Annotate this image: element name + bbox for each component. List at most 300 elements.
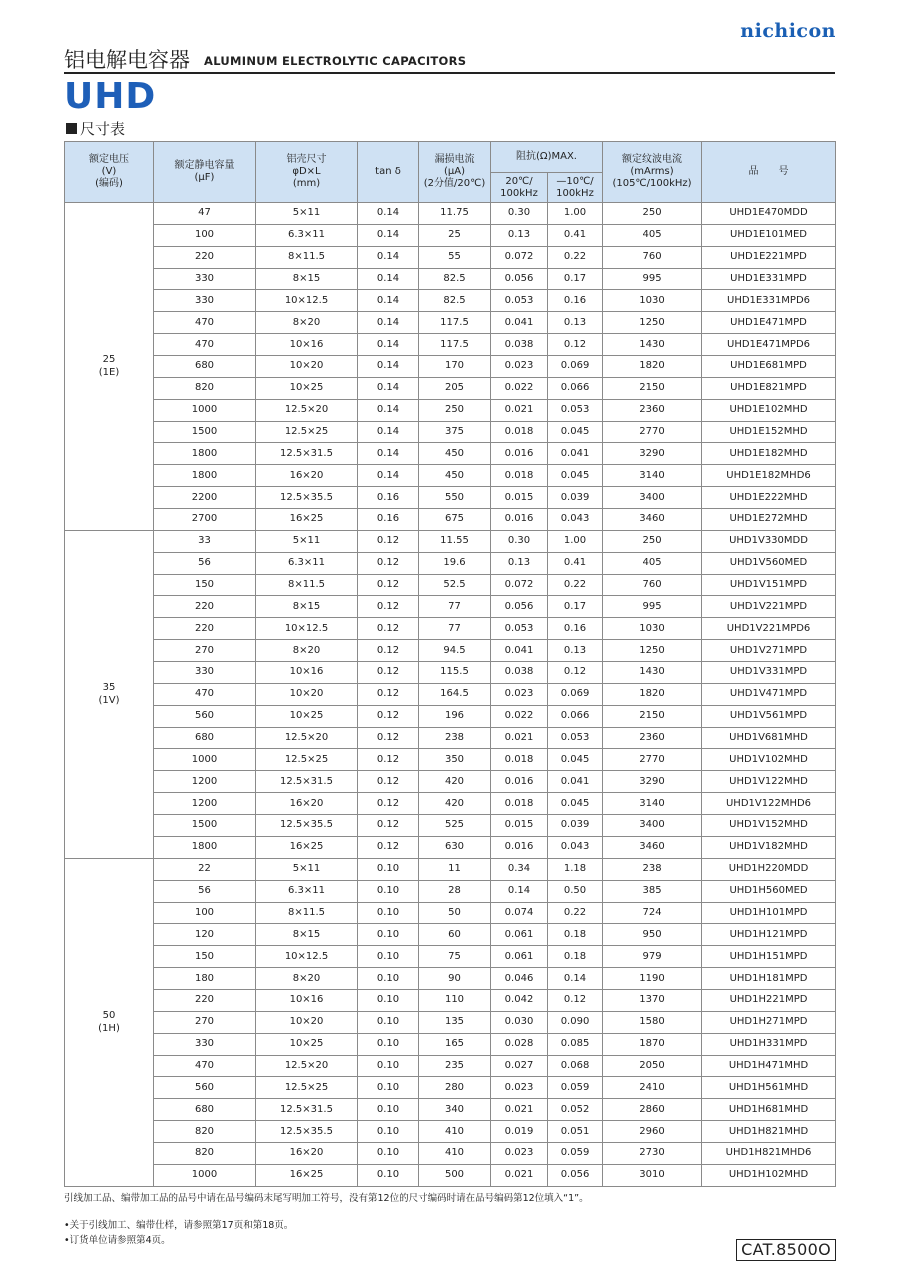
table-row	[65, 356, 836, 378]
tan-delta-cell: 0.10	[358, 1164, 419, 1186]
table-row	[65, 224, 836, 246]
leakage-cell: 110	[419, 989, 491, 1011]
impedance-20c-cell: 0.023	[491, 1077, 548, 1099]
table-row	[65, 487, 836, 509]
impedance-20c-cell: 0.027	[491, 1055, 548, 1077]
impedance-20c-cell: 0.023	[491, 683, 548, 705]
leakage-cell: 82.5	[419, 290, 491, 312]
table-body	[65, 203, 836, 1187]
part-number-cell: UHD1V330MDD	[702, 530, 836, 552]
case-size-cell: 8×11.5	[256, 574, 358, 596]
capacitance-cell: 220	[154, 618, 256, 640]
case-size-cell: 12.5×20	[256, 1055, 358, 1077]
case-size-cell: 16×20	[256, 1142, 358, 1164]
impedance-20c-cell: 0.13	[491, 552, 548, 574]
capacitance-cell: 100	[154, 902, 256, 924]
table-row	[65, 705, 836, 727]
header-part-number: 品 号	[702, 142, 836, 203]
tan-delta-cell: 0.14	[358, 421, 419, 443]
capacitance-cell: 1200	[154, 793, 256, 815]
case-size-cell: 12.5×35.5	[256, 487, 358, 509]
impedance-minus10c-cell: 0.17	[548, 268, 603, 290]
table-row	[65, 1121, 836, 1143]
tan-delta-cell: 0.12	[358, 596, 419, 618]
leakage-cell: 77	[419, 618, 491, 640]
notes-list	[64, 1218, 293, 1248]
part-number-cell: UHD1V471MPD	[702, 683, 836, 705]
impedance-minus10c-cell: 0.41	[548, 224, 603, 246]
impedance-minus10c-cell: 1.18	[548, 858, 603, 880]
ripple-cell: 2770	[603, 421, 702, 443]
case-size-cell: 8×15	[256, 596, 358, 618]
impedance-minus10c-cell: 0.18	[548, 946, 603, 968]
impedance-minus10c-cell: 0.12	[548, 662, 603, 684]
leakage-cell: 117.5	[419, 334, 491, 356]
case-size-cell: 12.5×31.5	[256, 771, 358, 793]
tan-delta-cell: 0.12	[358, 705, 419, 727]
capacitance-cell: 180	[154, 968, 256, 990]
impedance-20c-cell: 0.061	[491, 924, 548, 946]
header-ripple: 额定纹波电流 (mArms) (105℃/100kHz)	[603, 142, 702, 203]
leakage-cell: 90	[419, 968, 491, 990]
capacitance-cell: 56	[154, 552, 256, 574]
header-impedance-minus10c: —10℃/ 100kHz	[548, 173, 603, 203]
part-number-cell: UHD1E272MHD	[702, 509, 836, 531]
case-size-cell: 5×11	[256, 530, 358, 552]
impedance-20c-cell: 0.030	[491, 1011, 548, 1033]
impedance-minus10c-cell: 0.045	[548, 749, 603, 771]
table-row	[65, 399, 836, 421]
impedance-20c-cell: 0.018	[491, 749, 548, 771]
impedance-20c-cell: 0.016	[491, 771, 548, 793]
tan-delta-cell: 0.12	[358, 640, 419, 662]
impedance-20c-cell: 0.038	[491, 662, 548, 684]
leakage-cell: 50	[419, 902, 491, 924]
capacitance-cell: 680	[154, 1099, 256, 1121]
brand-logo: nichicon	[740, 20, 836, 42]
part-number-cell: UHD1E102MHD	[702, 399, 836, 421]
ripple-cell: 3140	[603, 793, 702, 815]
leakage-cell: 280	[419, 1077, 491, 1099]
capacitance-cell: 470	[154, 334, 256, 356]
table-row	[65, 618, 836, 640]
impedance-minus10c-cell: 0.059	[548, 1077, 603, 1099]
capacitance-cell: 270	[154, 640, 256, 662]
case-size-cell: 10×16	[256, 989, 358, 1011]
table-row	[65, 968, 836, 990]
voltage-cell: 50 (1H)	[65, 858, 154, 1186]
part-number-cell: UHD1E182MHD6	[702, 465, 836, 487]
tan-delta-cell: 0.10	[358, 1099, 419, 1121]
voltage-cell: 35 (1V)	[65, 530, 154, 858]
table-row	[65, 596, 836, 618]
part-number-cell: UHD1H220MDD	[702, 858, 836, 880]
tan-delta-cell: 0.10	[358, 880, 419, 902]
case-size-cell: 10×25	[256, 1033, 358, 1055]
impedance-20c-cell: 0.056	[491, 268, 548, 290]
catalog-number: CAT.8500O	[736, 1239, 836, 1261]
impedance-20c-cell: 0.056	[491, 596, 548, 618]
leakage-cell: 235	[419, 1055, 491, 1077]
table-row	[65, 989, 836, 1011]
impedance-20c-cell: 0.072	[491, 246, 548, 268]
case-size-cell: 10×20	[256, 683, 358, 705]
impedance-20c-cell: 0.019	[491, 1121, 548, 1143]
impedance-minus10c-cell: 0.22	[548, 574, 603, 596]
part-number-cell: UHD1E182MHD	[702, 443, 836, 465]
tan-delta-cell: 0.12	[358, 836, 419, 858]
case-size-cell: 16×25	[256, 1164, 358, 1186]
part-number-cell: UHD1V560MED	[702, 552, 836, 574]
leakage-cell: 115.5	[419, 662, 491, 684]
table-row	[65, 1164, 836, 1186]
impedance-minus10c-cell: 1.00	[548, 530, 603, 552]
ripple-cell: 2050	[603, 1055, 702, 1077]
capacitance-cell: 220	[154, 246, 256, 268]
tan-delta-cell: 0.10	[358, 946, 419, 968]
leakage-cell: 420	[419, 771, 491, 793]
case-size-cell: 5×11	[256, 858, 358, 880]
impedance-20c-cell: 0.016	[491, 443, 548, 465]
impedance-minus10c-cell: 0.066	[548, 377, 603, 399]
capacitance-cell: 220	[154, 596, 256, 618]
case-size-cell: 8×15	[256, 268, 358, 290]
case-size-cell: 12.5×25	[256, 749, 358, 771]
case-size-cell: 12.5×35.5	[256, 815, 358, 837]
capacitance-cell: 820	[154, 377, 256, 399]
ripple-cell: 995	[603, 596, 702, 618]
leakage-cell: 630	[419, 836, 491, 858]
impedance-20c-cell: 0.016	[491, 836, 548, 858]
table-row	[65, 1077, 836, 1099]
tan-delta-cell: 0.10	[358, 924, 419, 946]
ripple-cell: 1430	[603, 662, 702, 684]
impedance-minus10c-cell: 0.090	[548, 1011, 603, 1033]
ripple-cell: 1820	[603, 683, 702, 705]
tan-delta-cell: 0.12	[358, 815, 419, 837]
header-tan-delta: tan δ	[358, 142, 419, 203]
impedance-minus10c-cell: 0.045	[548, 421, 603, 443]
leakage-cell: 450	[419, 443, 491, 465]
capacitance-cell: 47	[154, 203, 256, 225]
table-row	[65, 1099, 836, 1121]
impedance-minus10c-cell: 0.16	[548, 290, 603, 312]
case-size-cell: 8×20	[256, 312, 358, 334]
impedance-minus10c-cell: 0.066	[548, 705, 603, 727]
part-number-cell: UHD1H271MPD	[702, 1011, 836, 1033]
capacitance-cell: 120	[154, 924, 256, 946]
impedance-minus10c-cell: 0.045	[548, 793, 603, 815]
leakage-cell: 11.55	[419, 530, 491, 552]
capacitance-cell: 470	[154, 312, 256, 334]
part-number-cell: UHD1E101MED	[702, 224, 836, 246]
part-number-cell: UHD1H221MPD	[702, 989, 836, 1011]
leakage-cell: 238	[419, 727, 491, 749]
leakage-cell: 11.75	[419, 203, 491, 225]
ripple-cell: 2960	[603, 1121, 702, 1143]
leakage-cell: 525	[419, 815, 491, 837]
impedance-minus10c-cell: 0.14	[548, 968, 603, 990]
impedance-minus10c-cell: 0.052	[548, 1099, 603, 1121]
table-row	[65, 377, 836, 399]
tan-delta-cell: 0.14	[358, 443, 419, 465]
part-number-cell: UHD1V681MHD	[702, 727, 836, 749]
tan-delta-cell: 0.14	[358, 224, 419, 246]
ripple-cell: 250	[603, 530, 702, 552]
impedance-minus10c-cell: 0.068	[548, 1055, 603, 1077]
leakage-cell: 450	[419, 465, 491, 487]
impedance-minus10c-cell: 0.22	[548, 246, 603, 268]
tan-delta-cell: 0.12	[358, 552, 419, 574]
impedance-minus10c-cell: 0.051	[548, 1121, 603, 1143]
part-number-cell: UHD1V221MPD	[702, 596, 836, 618]
capacitance-cell: 2700	[154, 509, 256, 531]
leakage-cell: 55	[419, 246, 491, 268]
part-number-cell: UHD1E471MPD	[702, 312, 836, 334]
impedance-20c-cell: 0.046	[491, 968, 548, 990]
capacitance-cell: 1800	[154, 465, 256, 487]
impedance-20c-cell: 0.021	[491, 1164, 548, 1186]
ripple-cell: 2770	[603, 749, 702, 771]
table-row	[65, 683, 836, 705]
ripple-cell: 2730	[603, 1142, 702, 1164]
leakage-cell: 350	[419, 749, 491, 771]
part-number-cell: UHD1H821MHD	[702, 1121, 836, 1143]
table-row	[65, 1011, 836, 1033]
case-size-cell: 6.3×11	[256, 880, 358, 902]
leakage-cell: 82.5	[419, 268, 491, 290]
impedance-minus10c-cell: 0.085	[548, 1033, 603, 1055]
impedance-minus10c-cell: 1.00	[548, 203, 603, 225]
part-number-cell: UHD1V102MHD	[702, 749, 836, 771]
impedance-minus10c-cell: 0.043	[548, 836, 603, 858]
part-number-cell: UHD1V221MPD6	[702, 618, 836, 640]
square-bullet-icon	[66, 123, 77, 134]
ripple-cell: 3290	[603, 443, 702, 465]
part-number-cell: UHD1H151MPD	[702, 946, 836, 968]
case-size-cell: 8×15	[256, 924, 358, 946]
ripple-cell: 3460	[603, 836, 702, 858]
table-row	[65, 312, 836, 334]
leakage-cell: 410	[419, 1121, 491, 1143]
part-number-cell: UHD1V331MPD	[702, 662, 836, 684]
case-size-cell: 8×11.5	[256, 902, 358, 924]
impedance-20c-cell: 0.021	[491, 399, 548, 421]
tan-delta-cell: 0.10	[358, 968, 419, 990]
leakage-cell: 28	[419, 880, 491, 902]
table-row	[65, 946, 836, 968]
tan-delta-cell: 0.10	[358, 1142, 419, 1164]
table-row	[65, 552, 836, 574]
ripple-cell: 1430	[603, 334, 702, 356]
part-number-cell: UHD1H102MHD	[702, 1164, 836, 1186]
table-row	[65, 290, 836, 312]
tan-delta-cell: 0.14	[358, 246, 419, 268]
tan-delta-cell: 0.12	[358, 727, 419, 749]
capacitance-cell: 330	[154, 662, 256, 684]
dimension-table	[64, 141, 836, 1187]
leakage-cell: 196	[419, 705, 491, 727]
ripple-cell: 385	[603, 880, 702, 902]
tan-delta-cell: 0.14	[358, 203, 419, 225]
case-size-cell: 8×20	[256, 968, 358, 990]
leakage-cell: 135	[419, 1011, 491, 1033]
case-size-cell: 10×16	[256, 662, 358, 684]
part-number-cell: UHD1E681MPD	[702, 356, 836, 378]
impedance-20c-cell: 0.023	[491, 356, 548, 378]
table-row	[65, 334, 836, 356]
part-number-cell: UHD1H821MHD6	[702, 1142, 836, 1164]
capacitance-cell: 330	[154, 268, 256, 290]
leakage-cell: 250	[419, 399, 491, 421]
leakage-cell: 25	[419, 224, 491, 246]
case-size-cell: 16×20	[256, 465, 358, 487]
ripple-cell: 1030	[603, 618, 702, 640]
leakage-cell: 165	[419, 1033, 491, 1055]
part-number-cell: UHD1V271MPD	[702, 640, 836, 662]
impedance-20c-cell: 0.042	[491, 989, 548, 1011]
ripple-cell: 2150	[603, 377, 702, 399]
impedance-20c-cell: 0.016	[491, 509, 548, 531]
case-size-cell: 12.5×25	[256, 421, 358, 443]
ripple-cell: 3400	[603, 815, 702, 837]
tan-delta-cell: 0.12	[358, 530, 419, 552]
capacitance-cell: 270	[154, 1011, 256, 1033]
tan-delta-cell: 0.12	[358, 749, 419, 771]
case-size-cell: 10×12.5	[256, 618, 358, 640]
tan-delta-cell: 0.14	[358, 399, 419, 421]
header-impedance: 阻抗(Ω)MAX.	[491, 142, 603, 173]
page-header	[64, 44, 835, 74]
table-row	[65, 924, 836, 946]
leakage-cell: 375	[419, 421, 491, 443]
table-row	[65, 858, 836, 880]
ripple-cell: 760	[603, 574, 702, 596]
table-row	[65, 640, 836, 662]
tan-delta-cell: 0.14	[358, 334, 419, 356]
note-item: •订货单位请参照第4页。	[64, 1235, 171, 1246]
capacitance-cell: 330	[154, 1033, 256, 1055]
table-row	[65, 1055, 836, 1077]
leakage-cell: 117.5	[419, 312, 491, 334]
leakage-cell: 164.5	[419, 683, 491, 705]
capacitance-cell: 680	[154, 727, 256, 749]
impedance-20c-cell: 0.13	[491, 224, 548, 246]
tan-delta-cell: 0.12	[358, 618, 419, 640]
part-number-cell: UHD1V151MPD	[702, 574, 836, 596]
impedance-20c-cell: 0.021	[491, 727, 548, 749]
table-row	[65, 1033, 836, 1055]
impedance-minus10c-cell: 0.053	[548, 399, 603, 421]
tan-delta-cell: 0.10	[358, 1055, 419, 1077]
impedance-20c-cell: 0.015	[491, 487, 548, 509]
table-row	[65, 421, 836, 443]
table-row	[65, 662, 836, 684]
part-number-cell: UHD1E221MPD	[702, 246, 836, 268]
capacitance-cell: 1000	[154, 1164, 256, 1186]
impedance-minus10c-cell: 0.069	[548, 683, 603, 705]
leakage-cell: 410	[419, 1142, 491, 1164]
capacitance-cell: 220	[154, 989, 256, 1011]
capacitance-cell: 470	[154, 683, 256, 705]
capacitance-cell: 560	[154, 1077, 256, 1099]
tan-delta-cell: 0.14	[358, 312, 419, 334]
tan-delta-cell: 0.12	[358, 574, 419, 596]
case-size-cell: 6.3×11	[256, 224, 358, 246]
table-row	[65, 880, 836, 902]
leakage-cell: 675	[419, 509, 491, 531]
impedance-20c-cell: 0.053	[491, 618, 548, 640]
table-row	[65, 815, 836, 837]
ripple-cell: 3290	[603, 771, 702, 793]
capacitance-cell: 1000	[154, 399, 256, 421]
case-size-cell: 12.5×31.5	[256, 1099, 358, 1121]
case-size-cell: 12.5×25	[256, 1077, 358, 1099]
capacitance-cell: 330	[154, 290, 256, 312]
impedance-20c-cell: 0.34	[491, 858, 548, 880]
ripple-cell: 3400	[603, 487, 702, 509]
impedance-20c-cell: 0.038	[491, 334, 548, 356]
impedance-20c-cell: 0.028	[491, 1033, 548, 1055]
tan-delta-cell: 0.14	[358, 465, 419, 487]
ripple-cell: 760	[603, 246, 702, 268]
impedance-minus10c-cell: 0.13	[548, 640, 603, 662]
tan-delta-cell: 0.12	[358, 771, 419, 793]
impedance-minus10c-cell: 0.039	[548, 487, 603, 509]
impedance-20c-cell: 0.30	[491, 203, 548, 225]
table-row	[65, 1142, 836, 1164]
table-row	[65, 836, 836, 858]
ripple-cell: 1250	[603, 312, 702, 334]
table-row	[65, 574, 836, 596]
leakage-cell: 420	[419, 793, 491, 815]
ripple-cell: 2360	[603, 727, 702, 749]
capacitance-cell: 1500	[154, 815, 256, 837]
ripple-cell: 405	[603, 224, 702, 246]
table-row	[65, 727, 836, 749]
impedance-minus10c-cell: 0.22	[548, 902, 603, 924]
ripple-cell: 1870	[603, 1033, 702, 1055]
case-size-cell: 16×25	[256, 509, 358, 531]
tan-delta-cell: 0.10	[358, 858, 419, 880]
table-row	[65, 268, 836, 290]
impedance-minus10c-cell: 0.41	[548, 552, 603, 574]
ripple-cell: 1580	[603, 1011, 702, 1033]
impedance-minus10c-cell: 0.16	[548, 618, 603, 640]
impedance-20c-cell: 0.30	[491, 530, 548, 552]
header-leakage: 漏损电流 (μA) (2分值/20℃)	[419, 142, 491, 203]
part-number-cell: UHD1V561MPD	[702, 705, 836, 727]
leakage-cell: 550	[419, 487, 491, 509]
leakage-cell: 170	[419, 356, 491, 378]
leakage-cell: 52.5	[419, 574, 491, 596]
impedance-minus10c-cell: 0.059	[548, 1142, 603, 1164]
impedance-20c-cell: 0.061	[491, 946, 548, 968]
impedance-20c-cell: 0.018	[491, 465, 548, 487]
capacitance-cell: 150	[154, 574, 256, 596]
tan-delta-cell: 0.10	[358, 1011, 419, 1033]
leakage-cell: 500	[419, 1164, 491, 1186]
case-size-cell: 10×20	[256, 1011, 358, 1033]
ripple-cell: 3460	[603, 509, 702, 531]
impedance-20c-cell: 0.072	[491, 574, 548, 596]
impedance-20c-cell: 0.021	[491, 1099, 548, 1121]
ripple-cell: 979	[603, 946, 702, 968]
impedance-minus10c-cell: 0.12	[548, 989, 603, 1011]
table-row	[65, 465, 836, 487]
capacitance-cell: 2200	[154, 487, 256, 509]
capacitance-cell: 100	[154, 224, 256, 246]
